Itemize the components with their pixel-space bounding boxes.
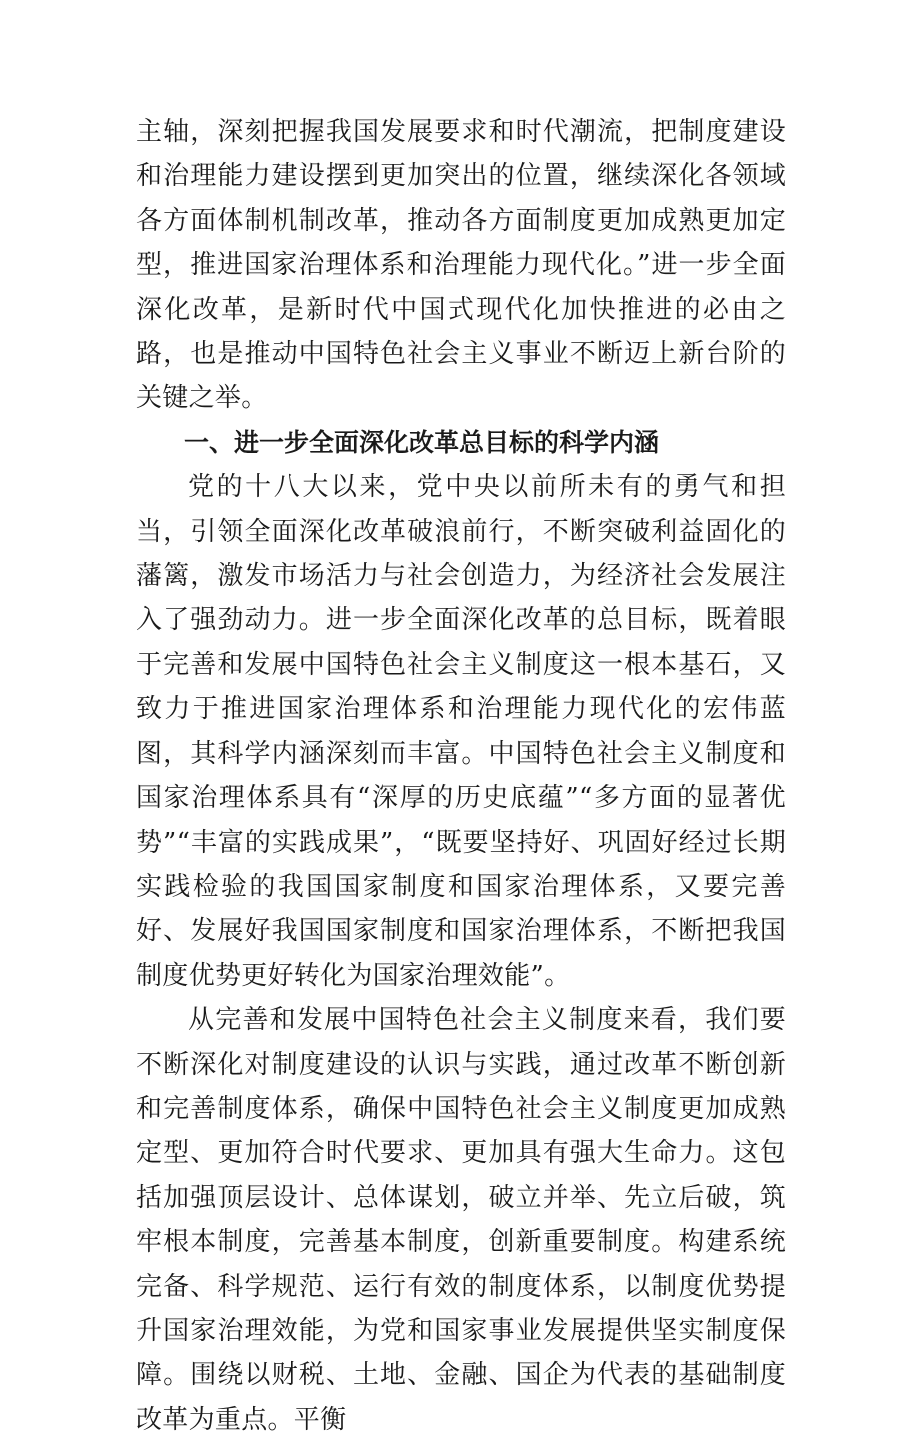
body-paragraph: 从完善和发展中国特色社会主义制度来看，我们要不断深化对制度建设的认识与实践，通过改革不断创新和完善制度体系，确保中国特色社会主义制度更加成熟定型、更加符合时代要求、更加具有强大生命力。这包括加强顶层设计、总体谋划，破立并举、先立后破，筑牢根本制度，完善基本制度，创新重要制度。构建系统完备、科学规范、运行有效的制度体系，以制度优势提升国家治理效能，为党和国家事业发展提供坚实制度保障。围绕以财税、土地、金融、国企为代表的基础制度改革为重点。平衡 — [136, 1005, 786, 1435]
section-heading: 一、进一步全面深化改革总目标的科学内涵 — [184, 427, 660, 457]
body-paragraph: 党的十八大以来，党中央以前所未有的勇气和担当，引领全面深化改革破浪前行，不断突破利益固化的藩篱，激发市场活力与社会创造力，为经济社会发展注入了强劲动力。进一步全面深化改革的总目标，既着眼于完善和发展中国特色社会主义制度这一根本基石，又致力于推进国家治理体系和治理能力现代化的宏伟蓝图，其科学内涵深刻而丰富。中国特色社会主义制度和国家治理体系具有“深厚的历史底蕴”“多方面的显著优势”“丰富的实践成果”，“既要坚持好、巩固好经过长期实践检验的我国国家制度和国家治理体系，又要完善好、发展好我国国家制度和国家治理体系，不断把我国制度优势更好转化为国家治理效能”。 — [136, 472, 786, 991]
document-body — [136, 110, 786, 1442]
intro-paragraph: 主轴，深刻把握我国发展要求和时代潮流，把制度建设和治理能力建设摆到更加突出的位置，继续深化各领域各方面体制机制改革，推动各方面制度更加成熟更加定型，推进国家治理体系和治理能力现代化。”进一步全面深化改革，是新时代中国式现代化加快推进的必由之路，也是推动中国特色社会主义事业不断迈上新台阶的关键之举。 — [136, 117, 786, 414]
